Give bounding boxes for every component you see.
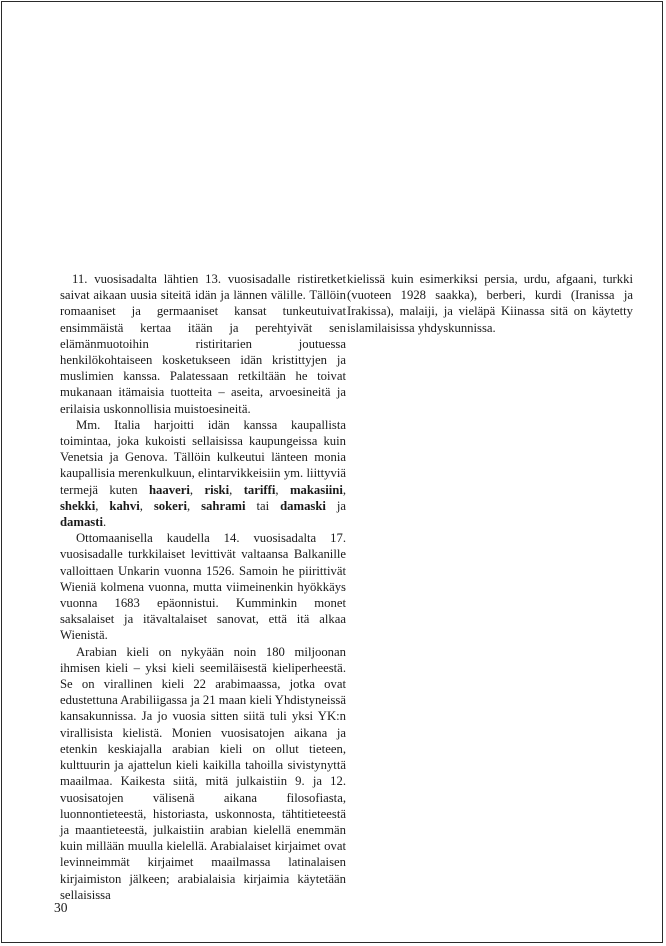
left-text-column [60, 271, 346, 903]
paragraph-trade-terms: Mm. Italia harjoitti idän kanssa kaupallista toimintaa, joka kukoisti sellaisissa kaupungeissa kuin Venetsia ja Genova. Tällöin kulkeutui länteen monia kaupallisia merenkulkuun, elintarvikkeisiin ym. liittyviä termejä kuten haaveri, riski, tariffi, makasiini, shekki, kahvi, sokeri, sahrami tai damaski ja damasti. [60, 417, 347, 530]
term-tariffi: tariffi [243, 482, 276, 497]
term-damaski: damaski [280, 498, 326, 513]
paragraph-ottoman: Ottomaanisella kaudella 14. vuosisadalta 17. vuosisadalle turkkilaiset levittivät valtaansa Balkanille valloittaen Unkarin vuonna 1526. Samoin he piirittivät Wieniä kolmena vuonna, mutta viimeinenkin hyökkäys vuonna 1683 epäonnistui. Kumminkin monet saksalaiset ja itävaltalaiset sanovat, että itä alkaa Wienistä. [60, 531, 346, 643]
paragraph-trade-intro: Mm. Italia harjoitti idän kanssa kaupallista toimintaa, joka kukoisti sellaisissa kaupungeissa kuin Venetsia ja Genova. Tällöin kulkeutui länteen monia kaupallisia merenkulkuun, elintarvikkeisiin ym. liittyviä termejä kuten [60, 417, 346, 497]
connector-or: tai [256, 498, 270, 513]
connector-and: ja [336, 498, 347, 513]
paragraph-arabic-script: kielissä kuin esimerkiksi persia, urdu, afgaani, turkki (vuoteen 1928 saakka), berberi, kurdi (Iranissa ja Irakissa), malaiji, ja vieläpä Kiinassa sitä on käytetty islamilaisissa yhdyskunnissa. [347, 272, 633, 335]
term-sahrami: sahrami [201, 498, 246, 513]
term-damasti: damasti [60, 515, 103, 530]
term-shekki: shekki [60, 498, 96, 513]
page-number: 30 [54, 900, 68, 915]
paragraph-arabic-language: Arabian kieli on nykyään noin 180 miljoonan ihmisen kieli – yksi kieli seemiläisestä kieliperheestä. Se on virallinen kieli 22 arabimaassa, jotka ovat edustettuna Arabiliigassa ja 21 maan kieli Yhdistyneissä kansakunnissa. Ja jo vuosia sitten siitä tuli yksi YK:n virallisista kielistä. Monien vuosisatojen aikana ja etenkin keskiajalla arabian kieli on ollut tieteen, kulttuurin ja ajattelun kieli kaikilla tahoilla sivistynyttä maailmaa. Kaikesta siitä, mitä julkaistiin 9. ja 12. vuosisatojen välisenä aikana filosofiasta, luonnontieteestä, historiasta, uskonnosta, tähtitieteestä ja maantieteestä, julkaistiin arabian kielellä enemmän kuin millään muulla kielellä. Arabialaiset kirjaimet ovat levinneimmät kirjaimet maailmassa latinalaisen kirjaimiston jälkeen; arabialaisia kirjaimia käytetään sellaisissa [60, 644, 346, 902]
term-riski: riski [204, 482, 230, 497]
term-kahvi: kahvi [109, 498, 140, 513]
right-text-column [347, 271, 633, 336]
term-makasiini: makasiini [289, 482, 343, 497]
term-haaveri: haaveri [149, 482, 190, 497]
book-page [1, 1, 663, 943]
paragraph-crusades: 11. vuosisadalta lähtien 13. vuosisadalle ristiretket saivat aikaan uusia siteitä idän ja lännen välille. Tällöin romaaniset ja germaaniset kansat tunkeutuivat ensimmäistä kertaa itään ja perehtyivät sen elämänmuotoihin ristiritarien joutuessa henkilökohtaiseen kosketukseen idän kristittyjen ja muslimien kanssa. Palatessaan retkiltään he toivat mukanaan itämaisia tuotteita – aseita, arvoesineitä ja erilaisia uskonnollisia muistoesineitä. [60, 272, 346, 416]
term-sokeri: sokeri [153, 498, 187, 513]
